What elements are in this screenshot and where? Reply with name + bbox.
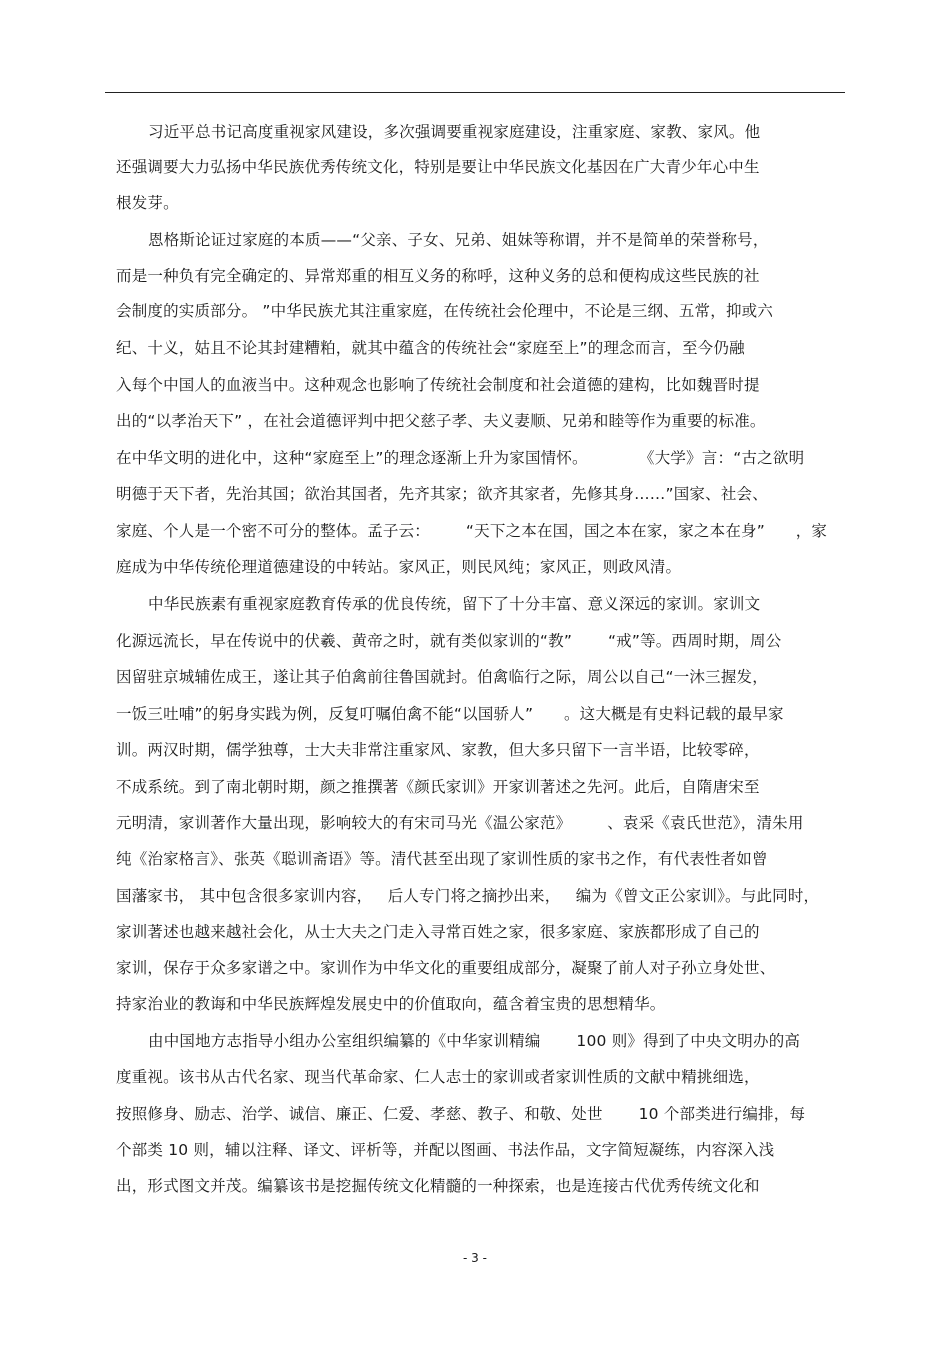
text-line: 个部类 10 则，辅以注释、译文、评析等，并配以图画、书法作品，文字简短凝练，内容深入浅 [116,1141,775,1159]
text-line: 出，形式图文并茂。编纂该书是挖掘传统文化精髓的一种探索，也是连接古代优秀传统文化和 [116,1177,760,1195]
text-line: 而是一种负有完全确定的、异常郑重的相互义务的称呼，这种义务的总和便构成这些民族的社 [116,267,760,285]
page-number: - 3 - [463,1251,487,1265]
text-line: 持家治业的教诲和中华民族辉煌发展史中的价值取向，蕴含着宝贵的思想精华。 [116,995,666,1013]
text-line: 出的“以孝治天下” ，在社会道德评判中把父慈子孝、夫义妻顺、兄弟和睦等作为重要的标准。 [116,412,766,430]
text-line: 在中华文明的进化中，这种“家庭至上”的理念逐渐上升为家国情怀。 《大学》言：“古之欲明 [116,449,805,467]
text-line: 家训，保存于众多家谱之中。家训作为中华文化的重要组成部分，凝聚了前人对子孙立身处世、 [116,959,776,977]
text-line: 习近平总书记高度重视家风建设，多次强调要重视家庭建设，注重家庭、家教、家风。他 [148,123,761,141]
text-line: 因留驻京城辅佐成王，遂让其子伯禽前往鲁国就封。伯禽临行之际，周公以自己“一沐三握发， [116,668,768,686]
text-line: 国藩家书， 其中包含很多家训内容， 后人专门将之摘抄出来， 编为《曾文正公家训》。与此同时， [116,887,820,905]
text-line: 元明清，家训著作大量出现，影响较大的有宋司马光《温公家范》 、袁采《袁氏世范》，清朱用 [116,814,804,832]
text-line: 庭成为中华传统伦理道德建设的中转站。家风正，则民风纯；家风正，则政风清。 [116,558,682,576]
text-line: 一饭三吐哺”的躬身实践为例，反复叮嘱伯禽不能“以国骄人” 。这大概是有史料记载的最早家 [116,705,784,723]
text-line: 化源远流长，早在传说中的伏羲、黄帝之时，就有类似家训的“教” “戒”等。西周时期，周公 [116,632,782,650]
text-line: 按照修身、励志、治学、诚信、廉正、仁爱、孝慈、教子、和敬、处世 10 个部类进行编排，每 [116,1105,806,1123]
text-line: 由中国地方志指导小组办公室组织编纂的《中华家训精编 100 则》得到了中央文明办的高 [148,1032,801,1050]
text-line: 度重视。该书从古代名家、现当代革命家、仁人志士的家训或者家训性质的文献中精挑细选， [116,1068,760,1086]
text-line: 会制度的实质部分。 ”中华民族尤其注重家庭，在传统社会伦理中，不论是三纲、五常，抑或六 [116,302,774,320]
text-line: 训。两汉时期，儒学独尊，士大夫非常注重家风、家教，但大多只留下一言半语，比较零碎， [116,741,760,759]
header-rule [105,92,845,93]
text-line: 纪、十义，姑且不论其封建糟粕，就其中蕴含的传统社会“家庭至上”的理念而言，至今仍融 [116,339,745,357]
text-line: 还强调要大力弘扬中华民族优秀传统文化，特别是要让中华民族文化基因在广大青少年心中生 [116,158,760,176]
text-line: 家庭、个人是一个密不可分的整体。孟子云： “天下之本在国，国之本在家，家之本在身” ，家 [116,522,828,540]
text-line: 入每个中国人的血液当中。这种观念也影响了传统社会制度和社会道德的建构，比如魏晋时提 [116,376,760,394]
text-line: 中华民族素有重视家庭教育传承的优良传统，留下了十分丰富、意义深远的家训。家训文 [148,595,761,613]
text-line: 纯《治家格言》、张英《聪训斋语》等。清代甚至出现了家训性质的家书之作，有代表性者如曾 [116,850,768,868]
text-line: 不成系统。到了南北朝时期，颜之推撰著《颜氏家训》开家训著述之先河。此后，自隋唐宋至 [116,778,760,796]
text-line: 明德于天下者，先治其国；欲治其国者，先齐其家；欲齐其家者，先修其身……”国家、社会、 [116,485,768,503]
text-line: 家训著述也越来越社会化，从士大夫之门走入寻常百姓之家，很多家庭、家族都形成了自己的 [116,923,760,941]
text-line: 根发芽。 [116,194,179,212]
text-line: 恩格斯论证过家庭的本质——“父亲、子女、兄弟、姐妹等称谓，并不是简单的荣誉称号， [148,231,769,249]
